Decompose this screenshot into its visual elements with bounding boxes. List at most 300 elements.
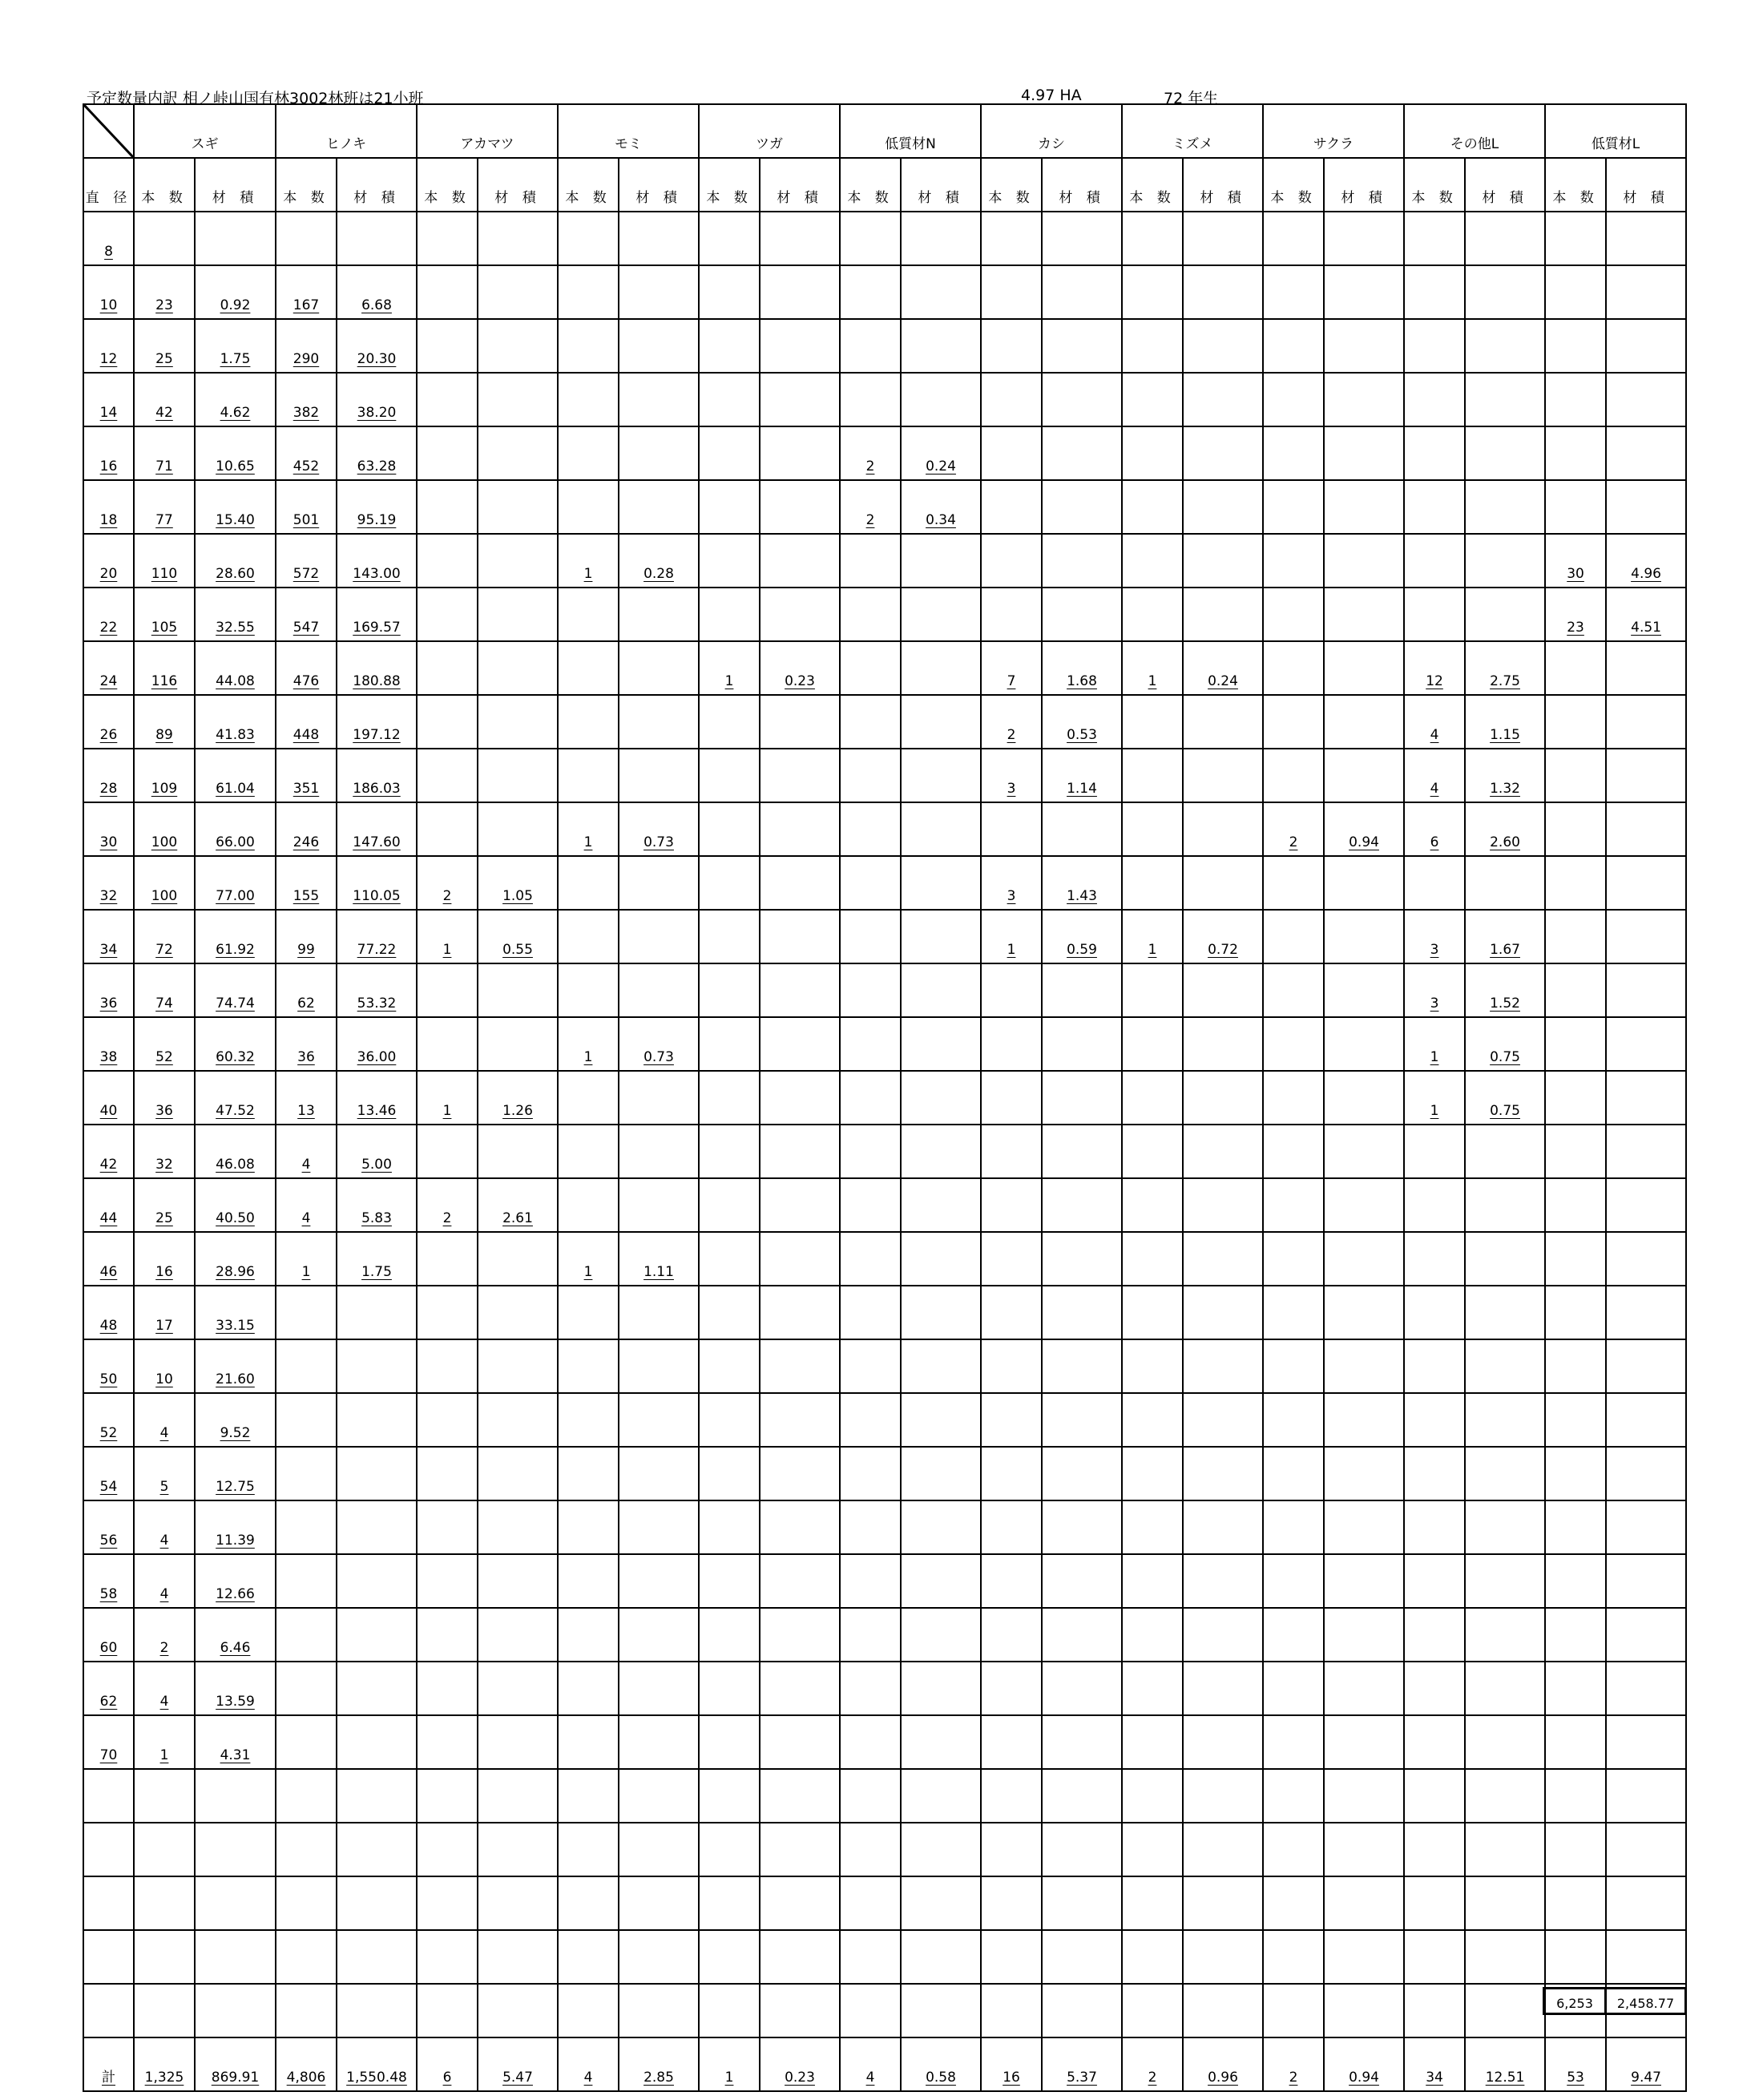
volume-header: 材 積: [478, 158, 558, 212]
count-cell: [1545, 1232, 1606, 1286]
count-cell: [1545, 856, 1606, 910]
count-cell: [840, 1071, 901, 1125]
count-cell: [1122, 1178, 1183, 1232]
count-cell: [981, 1017, 1042, 1071]
volume-cell: 10.65: [195, 426, 276, 480]
volume-cell: [1183, 480, 1263, 534]
volume-cell: [901, 641, 981, 695]
count-cell: [417, 641, 478, 695]
volume-cell: [1183, 1286, 1263, 1339]
count-cell: [1263, 1984, 1324, 2037]
volume-cell: 12.75: [195, 1447, 276, 1500]
volume-cell: [1324, 1662, 1404, 1715]
count-cell: [558, 641, 619, 695]
diameter-cell: 34: [83, 910, 134, 963]
volume-cell: [1606, 910, 1686, 963]
volume-cell: 0.73: [619, 802, 699, 856]
count-cell: 4: [134, 1662, 195, 1715]
count-cell: [1263, 910, 1324, 963]
count-cell: [699, 802, 760, 856]
count-cell: 2: [840, 426, 901, 480]
count-cell: [981, 1984, 1042, 2037]
count-cell: 2: [1263, 802, 1324, 856]
volume-cell: [619, 856, 699, 910]
count-cell: 2: [840, 480, 901, 534]
count-cell: [417, 534, 478, 588]
volume-cell: [901, 1286, 981, 1339]
volume-cell: 180.88: [337, 641, 417, 695]
volume-cell: [901, 265, 981, 319]
diameter-cell: 36: [83, 963, 134, 1017]
count-cell: [1545, 1339, 1606, 1393]
volume-cell: 44.08: [195, 641, 276, 695]
count-cell: [1263, 319, 1324, 373]
volume-cell: [1465, 212, 1545, 265]
volume-cell: 169.57: [337, 588, 417, 641]
count-cell: 572: [276, 534, 337, 588]
volume-cell: [619, 1823, 699, 1876]
count-cell: [1122, 1232, 1183, 1286]
count-cell: 4: [134, 1500, 195, 1554]
volume-cell: [478, 1125, 558, 1178]
total-row: [83, 2037, 1759, 2091]
diameter-cell: 42: [83, 1125, 134, 1178]
volume-cell: [478, 212, 558, 265]
count-header: 本 数: [1404, 158, 1465, 212]
count-cell: 62: [276, 963, 337, 1017]
volume-cell: [337, 212, 417, 265]
volume-cell: [760, 1393, 840, 1447]
count-cell: [840, 749, 901, 802]
volume-cell: [619, 1178, 699, 1232]
count-cell: [981, 534, 1042, 588]
count-cell: [1122, 1876, 1183, 1930]
count-cell: [1122, 265, 1183, 319]
count-cell: [699, 1715, 760, 1769]
volume-cell: [619, 1393, 699, 1447]
count-cell: [840, 695, 901, 749]
volume-cell: [1606, 1393, 1686, 1447]
volume-cell: [478, 588, 558, 641]
volume-cell: [1183, 802, 1263, 856]
volume-cell: [760, 910, 840, 963]
volume-cell: [901, 856, 981, 910]
volume-cell: [478, 1608, 558, 1662]
area-label: 4.97 HA: [1021, 87, 1082, 104]
count-cell: [1122, 588, 1183, 641]
table-row: [83, 1393, 1759, 1447]
volume-cell: [478, 426, 558, 480]
count-cell: [840, 1930, 901, 1984]
species-header: サクラ: [1263, 104, 1404, 158]
count-cell: [1545, 749, 1606, 802]
count-cell: 1: [1122, 641, 1183, 695]
count-cell: 4: [1404, 749, 1465, 802]
volume-cell: [1324, 480, 1404, 534]
volume-cell: 0.96: [1183, 2037, 1263, 2091]
count-cell: 72: [134, 910, 195, 963]
count-cell: [1263, 426, 1324, 480]
count-cell: [558, 480, 619, 534]
volume-cell: [1042, 1823, 1122, 1876]
volume-cell: [901, 1608, 981, 1662]
volume-cell: [1606, 426, 1686, 480]
count-cell: [1122, 426, 1183, 480]
volume-cell: [901, 1930, 981, 1984]
volume-cell: [901, 534, 981, 588]
count-header: 本 数: [417, 158, 478, 212]
volume-cell: [1324, 910, 1404, 963]
count-cell: [1263, 588, 1324, 641]
volume-cell: 61.92: [195, 910, 276, 963]
count-cell: 4: [276, 1178, 337, 1232]
volume-cell: [1606, 1715, 1686, 1769]
table-row: [83, 534, 1759, 588]
count-cell: 42: [134, 373, 195, 426]
grand-total-count: 6,253: [1544, 1989, 1606, 2014]
volume-cell: [1042, 963, 1122, 1017]
volume-cell: [1606, 1769, 1686, 1823]
volume-cell: [1042, 1662, 1122, 1715]
volume-cell: 12.66: [195, 1554, 276, 1608]
count-cell: [840, 1339, 901, 1393]
diameter-cell: 44: [83, 1178, 134, 1232]
volume-cell: 2.61: [478, 1178, 558, 1232]
volume-breakdown-table: [83, 103, 1759, 2092]
count-cell: [417, 1823, 478, 1876]
count-cell: [840, 1662, 901, 1715]
count-cell: 2: [417, 856, 478, 910]
diameter-cell: 46: [83, 1232, 134, 1286]
volume-cell: [1324, 1876, 1404, 1930]
volume-cell: 12.51: [1465, 2037, 1545, 2091]
volume-cell: 0.73: [619, 1017, 699, 1071]
volume-cell: [195, 1930, 276, 1984]
volume-cell: 0.23: [760, 641, 840, 695]
volume-cell: [1465, 588, 1545, 641]
count-cell: [1263, 1608, 1324, 1662]
count-cell: [417, 695, 478, 749]
diameter-cell: 26: [83, 695, 134, 749]
table-row: [83, 1930, 1759, 1984]
volume-cell: [1042, 1500, 1122, 1554]
volume-cell: 0.72: [1183, 910, 1263, 963]
count-cell: [1545, 1823, 1606, 1876]
count-cell: 30: [1545, 534, 1606, 588]
count-cell: 77: [134, 480, 195, 534]
count-cell: [981, 1930, 1042, 1984]
count-cell: [1122, 1393, 1183, 1447]
volume-cell: [1465, 1393, 1545, 1447]
diameter-cell: 22: [83, 588, 134, 641]
count-cell: [1404, 1608, 1465, 1662]
count-cell: [1122, 373, 1183, 426]
count-cell: [699, 1876, 760, 1930]
count-cell: [840, 1608, 901, 1662]
table-row: [83, 265, 1759, 319]
volume-cell: [619, 212, 699, 265]
diameter-cell: [83, 1876, 134, 1930]
count-cell: [1122, 1662, 1183, 1715]
volume-cell: [1465, 1500, 1545, 1554]
table-row: [83, 1876, 1759, 1930]
volume-header: 材 積: [1042, 158, 1122, 212]
count-cell: [1122, 1823, 1183, 1876]
count-cell: [1545, 1393, 1606, 1447]
volume-cell: [619, 1769, 699, 1823]
count-cell: 1: [699, 641, 760, 695]
volume-cell: [1042, 1876, 1122, 1930]
volume-cell: [1465, 1769, 1545, 1823]
count-cell: [1122, 1608, 1183, 1662]
diameter-cell: 20: [83, 534, 134, 588]
diameter-cell: 32: [83, 856, 134, 910]
volume-cell: [760, 1876, 840, 1930]
volume-cell: 0.92: [195, 265, 276, 319]
count-cell: 448: [276, 695, 337, 749]
count-cell: [981, 373, 1042, 426]
volume-cell: 28.60: [195, 534, 276, 588]
volume-cell: [1324, 1500, 1404, 1554]
volume-cell: [1465, 1339, 1545, 1393]
table-row: [83, 319, 1759, 373]
volume-cell: [478, 1876, 558, 1930]
count-cell: [840, 910, 901, 963]
volume-cell: [195, 212, 276, 265]
count-cell: 16: [134, 1232, 195, 1286]
volume-cell: [760, 1662, 840, 1715]
volume-cell: 1.67: [1465, 910, 1545, 963]
volume-cell: [619, 319, 699, 373]
volume-cell: [478, 373, 558, 426]
count-cell: [699, 1930, 760, 1984]
count-cell: [1122, 856, 1183, 910]
diameter-cell: [83, 1930, 134, 1984]
volume-cell: [1183, 1071, 1263, 1125]
count-cell: [981, 1662, 1042, 1715]
count-cell: [1545, 1930, 1606, 1984]
count-cell: [1404, 373, 1465, 426]
count-cell: 1: [134, 1715, 195, 1769]
count-cell: 2: [417, 1178, 478, 1232]
volume-cell: 6.68: [337, 265, 417, 319]
volume-cell: [478, 802, 558, 856]
count-cell: 4: [276, 1125, 337, 1178]
count-cell: [1263, 1930, 1324, 1984]
volume-cell: [1183, 534, 1263, 588]
volume-cell: 53.32: [337, 963, 417, 1017]
count-cell: [1545, 1500, 1606, 1554]
count-cell: [1545, 1017, 1606, 1071]
count-cell: [1545, 641, 1606, 695]
volume-cell: [1465, 319, 1545, 373]
count-cell: [276, 1500, 337, 1554]
volume-cell: [619, 695, 699, 749]
count-cell: 89: [134, 695, 195, 749]
count-cell: [276, 1662, 337, 1715]
volume-cell: 41.83: [195, 695, 276, 749]
count-cell: 290: [276, 319, 337, 373]
volume-cell: 77.22: [337, 910, 417, 963]
volume-header: 材 積: [1324, 158, 1404, 212]
volume-cell: [760, 749, 840, 802]
count-cell: [840, 1178, 901, 1232]
volume-cell: [760, 1017, 840, 1071]
volume-cell: [1324, 212, 1404, 265]
volume-cell: 0.34: [901, 480, 981, 534]
count-cell: [1263, 1554, 1324, 1608]
count-cell: [699, 1500, 760, 1554]
volume-cell: [1606, 1232, 1686, 1286]
volume-cell: [901, 1178, 981, 1232]
count-header: 本 数: [134, 158, 195, 212]
count-cell: 1: [417, 910, 478, 963]
volume-cell: [760, 1554, 840, 1608]
count-cell: [1404, 1876, 1465, 1930]
volume-cell: [478, 1447, 558, 1500]
diameter-cell: 62: [83, 1662, 134, 1715]
volume-cell: [1465, 480, 1545, 534]
volume-cell: [1042, 1339, 1122, 1393]
count-cell: [840, 802, 901, 856]
count-cell: [417, 1554, 478, 1608]
volume-cell: [478, 695, 558, 749]
volume-cell: [901, 1876, 981, 1930]
count-cell: [981, 319, 1042, 373]
count-cell: [417, 1232, 478, 1286]
volume-cell: [619, 1876, 699, 1930]
count-cell: [1404, 1662, 1465, 1715]
count-cell: [1263, 695, 1324, 749]
volume-cell: [1324, 1017, 1404, 1071]
count-cell: [558, 1125, 619, 1178]
count-cell: [981, 480, 1042, 534]
volume-cell: [1606, 1608, 1686, 1662]
count-cell: 2: [981, 695, 1042, 749]
count-cell: 32: [134, 1125, 195, 1178]
count-cell: [558, 1339, 619, 1393]
volume-cell: [1183, 1125, 1263, 1178]
count-cell: [1122, 749, 1183, 802]
diameter-cell: 24: [83, 641, 134, 695]
count-header: 本 数: [1263, 158, 1324, 212]
volume-cell: [1183, 1232, 1263, 1286]
count-cell: [981, 212, 1042, 265]
count-cell: [276, 1823, 337, 1876]
count-cell: [1263, 856, 1324, 910]
count-cell: [558, 588, 619, 641]
volume-cell: [478, 1393, 558, 1447]
volume-cell: [1606, 480, 1686, 534]
count-cell: [558, 1608, 619, 1662]
volume-cell: [619, 910, 699, 963]
volume-cell: [1465, 1823, 1545, 1876]
count-cell: [840, 1232, 901, 1286]
count-cell: [417, 1769, 478, 1823]
volume-cell: 1.14: [1042, 749, 1122, 802]
volume-cell: 61.04: [195, 749, 276, 802]
count-cell: [840, 1393, 901, 1447]
volume-header: 材 積: [337, 158, 417, 212]
volume-cell: [478, 480, 558, 534]
volume-cell: [1606, 1125, 1686, 1178]
volume-cell: [901, 1769, 981, 1823]
grand-total-volume: 2,458.77: [1606, 1989, 1686, 2014]
count-cell: [1545, 1608, 1606, 1662]
volume-cell: [619, 1447, 699, 1500]
count-cell: [840, 1554, 901, 1608]
table-row: [83, 1608, 1759, 1662]
count-cell: [981, 1823, 1042, 1876]
count-cell: [276, 1339, 337, 1393]
volume-cell: [760, 1339, 840, 1393]
volume-cell: 1.32: [1465, 749, 1545, 802]
volume-cell: [1042, 1984, 1122, 2037]
volume-cell: [619, 1715, 699, 1769]
volume-cell: 74.74: [195, 963, 276, 1017]
volume-cell: [619, 641, 699, 695]
count-cell: 99: [276, 910, 337, 963]
count-cell: 4: [134, 1554, 195, 1608]
volume-cell: [1324, 373, 1404, 426]
count-cell: [1404, 1769, 1465, 1823]
count-cell: [276, 1769, 337, 1823]
count-cell: [417, 1017, 478, 1071]
volume-cell: 1,550.48: [337, 2037, 417, 2091]
volume-cell: [1183, 749, 1263, 802]
count-cell: [1404, 1286, 1465, 1339]
count-cell: [558, 1715, 619, 1769]
count-cell: [840, 1715, 901, 1769]
count-cell: [1404, 265, 1465, 319]
volume-cell: [1183, 1876, 1263, 1930]
count-cell: [981, 1125, 1042, 1178]
volume-cell: [760, 695, 840, 749]
count-cell: [840, 1769, 901, 1823]
volume-cell: [337, 1876, 417, 1930]
volume-cell: [760, 1930, 840, 1984]
volume-cell: [760, 963, 840, 1017]
species-header: 低質材L: [1545, 104, 1686, 158]
count-cell: [699, 373, 760, 426]
diameter-cell: 40: [83, 1071, 134, 1125]
count-cell: 1: [1122, 910, 1183, 963]
diameter-header: 直 径: [83, 158, 134, 212]
count-cell: 110: [134, 534, 195, 588]
count-cell: [1122, 1984, 1183, 2037]
volume-cell: [760, 588, 840, 641]
count-cell: [840, 856, 901, 910]
volume-cell: [901, 1447, 981, 1500]
volume-cell: [901, 588, 981, 641]
count-cell: [1263, 1178, 1324, 1232]
count-cell: [558, 749, 619, 802]
volume-cell: 4.31: [195, 1715, 276, 1769]
volume-cell: [1606, 856, 1686, 910]
count-cell: [1263, 1500, 1324, 1554]
volume-cell: 11.39: [195, 1500, 276, 1554]
count-cell: [1545, 319, 1606, 373]
count-cell: [981, 1608, 1042, 1662]
count-cell: [840, 1447, 901, 1500]
table-row: [83, 910, 1759, 963]
volume-cell: [1606, 1554, 1686, 1608]
count-cell: [840, 1984, 901, 2037]
volume-cell: 60.32: [195, 1017, 276, 1071]
count-cell: 3: [981, 856, 1042, 910]
volume-cell: [1606, 265, 1686, 319]
count-cell: 452: [276, 426, 337, 480]
